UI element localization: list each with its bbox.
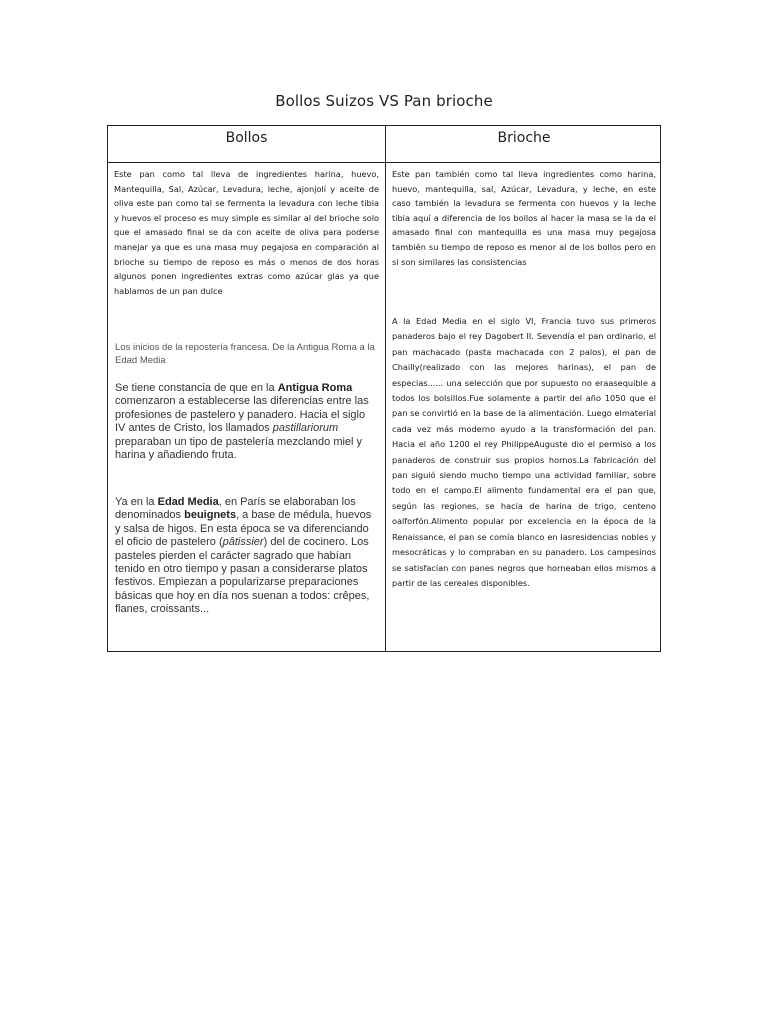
italic-term: pâtissier — [222, 536, 264, 549]
page-title: Bollos Suizos VS Pan brioche — [275, 92, 493, 110]
text-run: ) del de cocinero. Los pasteles pierden el carácter sagrado que habían tenido en otro tiempo y pasan a considerarse platos festivos. Empiezan a popularizarse preparaciones básicas que hoy en día nos suenan a todos: crêpes, flanes, croissants... — [115, 536, 370, 616]
text-run: Se tiene constancia de que en la — [115, 382, 278, 394]
comparison-table — [107, 125, 661, 652]
brioche-description: Este pan también como tal lleva ingredientes como harina, huevo, mantequilla, sal, Azúcar, Levadura, y leche, en este caso también la levadura se fermenta con huevos y la leche tibia aquí a diferencia de los bollos al hacer la masa se la da el amasado final con mantequilla es una masa muy pegajosa también su tiempo de reposo es menor al de los bollos pero en si son similares las consistencias — [392, 169, 656, 267]
history-paragraph-rome — [115, 382, 370, 462]
column-header-bollos: Bollos — [225, 130, 268, 146]
bold-term: beuignets — [184, 509, 237, 522]
history-paragraph-middle-ages — [115, 496, 379, 617]
text-run: preparaban un tipo de pastelería mezclando miel y harina y añadiendo fruta. — [115, 435, 363, 462]
bollos-description: Este pan como tal lleva de ingredientes harina, huevo, Mantequilla, Sal, Azúcar, Levadura, leche, ajonjolí y aceite de oliva este pan como tal se fermenta la levadura con leche tibia y huevos el proceso es muy simple es similar al del brioche solo que el amasado final se da con aceite de oliva para poderse manejar ya que es una masa muy pegajosa en comparación al brioche su tiempo de reposo es más o menos de dos horas algunos ponen ingredientes extras como azúcar glas ya que hablamos de un pan dulce — [114, 169, 379, 296]
column-divider — [385, 126, 386, 651]
text-run: , a base de médula, huevos y salsa de higos. En esta época se va diferenciando el oficio de pastelero ( — [115, 509, 372, 549]
text-run: , en París se elaboraban los denominados — [115, 496, 356, 522]
header-divider — [108, 162, 660, 163]
text-run: comenzaron a establecerse las diferencias entre las profesiones de pastelero y panadero. Hacia el siglo IV antes de Cristo, los llamados — [115, 395, 369, 435]
history-heading: Los inicios de la repostería francesa. De la Antigua Roma a la Edad Media — [115, 342, 375, 366]
column-header-brioche: Brioche — [497, 130, 551, 146]
text-run: Ya en la — [115, 496, 158, 508]
brioche-history: A la Edad Media en el siglo VI, Francia tuvo sus primeros panaderos bajo el rey Dagobert II. Sevendía el pan ordinario, el pan machacado (pasta machacada con 2 palos), el pan de Chailly(realizado con las mejores harinas), el pan de especias...... una selección que por supuesto no eraasequible a todos los bolsillos.Fue solamente a partir del año 1050 que el pan se convirtió en la base de la alimentación. Luego elmaterial cada vez más moderno ayudo a la transformación del pan. Hacia el año 1200 el rey PhilippeAuguste dio el permiso a los panaderos de construir sus propios hornos.La fabricación del pan siguió siendo mucho tiempo una actividad familiar, sobre todo en el campo.El alimento fundamental era el pan que, según las regiones, se hacia de harina de trigo, centeno oalforfón.Alimento popular por excelencia en la época de la Renaissance, el pan se comía blanco en lasresidencias nobles y mesocráticas y lo compraban en su panadero. Los campesinos se satisfacían con panes negros que horneaban ellos mismos a partir de las cereales disponibles. — [392, 316, 656, 588]
bold-term: Antigua Roma — [277, 382, 353, 394]
italic-term: pastillariorum — [272, 422, 339, 435]
bold-term: Edad Media — [157, 496, 219, 508]
